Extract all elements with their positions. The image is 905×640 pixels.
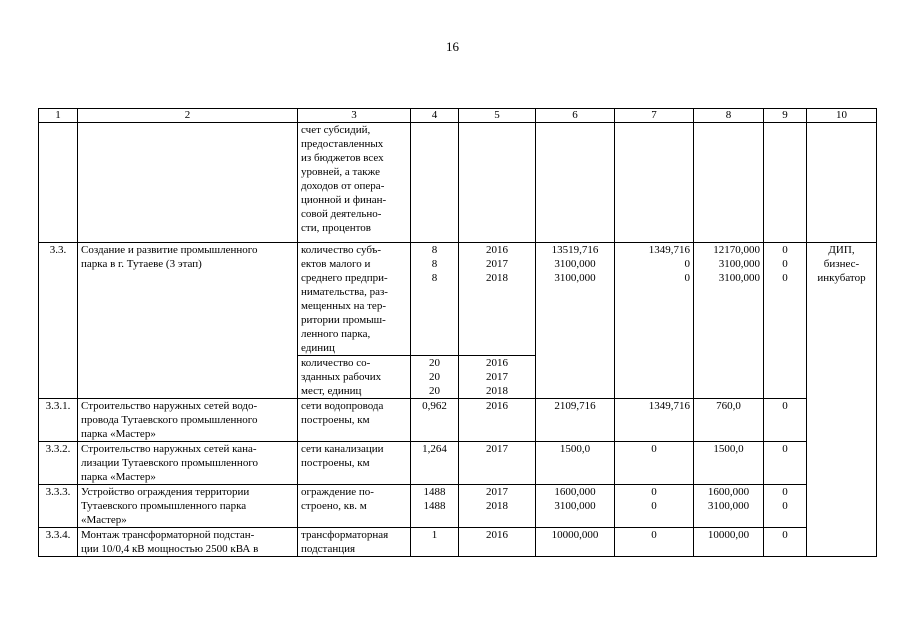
indicator-cell: ограждение по- строено, кв. м [298,485,411,528]
value-cell: 1,264 [411,442,459,485]
col9-cell: 0 0 0 [764,243,807,399]
year-cell: 2016 2017 2018 [459,243,536,356]
col8-cell: 760,0 [694,399,764,442]
indicator-cell: количество со- зданных рабочих мест, единиц [298,356,411,399]
program-table [38,108,877,557]
col10-cell: ДИП, бизнес- инкубатор [807,243,877,557]
col7-cell: 1349,716 0 0 [615,243,694,399]
year-cell: 2017 2018 [459,485,536,528]
header-cell: 6 [536,109,615,123]
col7-cell: 1349,716 [615,399,694,442]
table-row [39,243,877,356]
value-cell: 1488 1488 [411,485,459,528]
col7-cell: 0 0 [615,485,694,528]
total-cell: 2109,716 [536,399,615,442]
row-name: Создание и развитие промышленного парка в г. Тутаеве (3 этап) [78,243,298,399]
header-row [39,109,877,123]
col7-cell: 0 [615,442,694,485]
year-cell: 2017 [459,442,536,485]
indicator-cell: счет субсидий, предоставленных из бюджетов всех уровней, а также доходов от опера- ционной и финан- совой деятельно- сти, процентов [298,123,411,243]
header-cell: 5 [459,109,536,123]
row-number: 3.3.1. [39,399,78,442]
col8-cell: 1500,0 [694,442,764,485]
year-cell: 2016 [459,528,536,557]
total-cell: 1600,000 3100,000 [536,485,615,528]
table-row [39,442,877,485]
header-cell: 9 [764,109,807,123]
col9-cell: 0 [764,442,807,485]
col9-cell: 0 [764,528,807,557]
year-cell: 2016 [459,399,536,442]
header-cell: 1 [39,109,78,123]
row-name: Монтаж трансформаторной подстан- ции 10/0,4 кВ мощностью 2500 кВА в [78,528,298,557]
total-cell: 1500,0 [536,442,615,485]
row-number: 3.3.4. [39,528,78,557]
indicator-cell: трансформаторная подстанция [298,528,411,557]
header-cell: 7 [615,109,694,123]
value-cell: 8 8 8 [411,243,459,356]
header-cell: 8 [694,109,764,123]
continuation-row [39,123,877,243]
col8-cell: 10000,00 [694,528,764,557]
header-cell: 2 [78,109,298,123]
row-number: 3.3. [39,243,78,399]
row-name: Устройство ограждения территории Тутаевского промышленного парка «Мастер» [78,485,298,528]
row-name: Строительство наружных сетей кана- лизации Тутаевского промышленного парка «Мастер» [78,442,298,485]
header-cell: 10 [807,109,877,123]
total-cell: 10000,000 [536,528,615,557]
total-cell: 13519,716 3100,000 3100,000 [536,243,615,399]
value-cell: 0,962 [411,399,459,442]
header-cell: 4 [411,109,459,123]
header-cell: 3 [298,109,411,123]
col8-cell: 12170,000 3100,000 3100,000 [694,243,764,399]
table-row [39,528,877,557]
value-cell: 20 20 20 [411,356,459,399]
indicator-cell: сети канализации построены, км [298,442,411,485]
col8-cell: 1600,000 3100,000 [694,485,764,528]
row-number: 3.3.3. [39,485,78,528]
value-cell: 1 [411,528,459,557]
row-name: Строительство наружных сетей водо- провода Тутаевского промышленного парка «Мастер» [78,399,298,442]
table-row [39,399,877,442]
col9-cell: 0 0 [764,485,807,528]
row-number: 3.3.2. [39,442,78,485]
page-number: 16 [446,39,459,54]
col9-cell: 0 [764,399,807,442]
year-cell: 2016 2017 2018 [459,356,536,399]
indicator-cell: сети водопровода построены, км [298,399,411,442]
indicator-cell: количество субъ- ектов малого и среднего предпри- нимательства, раз- мещенных на тер- ритории промыш- ленного парка, единиц [298,243,411,356]
table-row [39,485,877,528]
col7-cell: 0 [615,528,694,557]
